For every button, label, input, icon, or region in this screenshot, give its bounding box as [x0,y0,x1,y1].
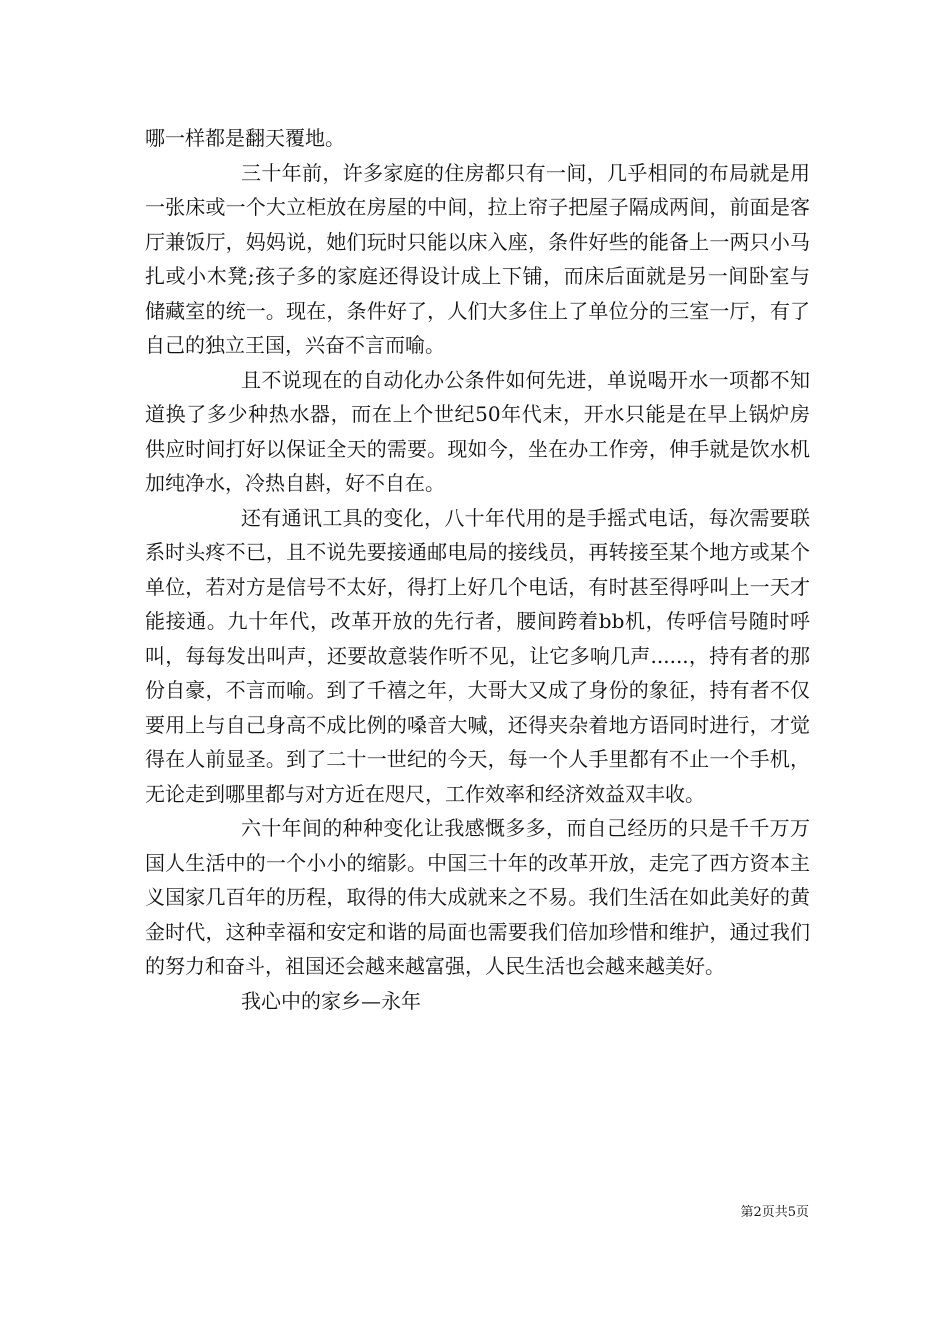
paragraph-office-water: 且不说现在的自动化办公条件如何先进，单说喝开水一项都不知道换了多少种热水器，而在上个世纪50年代末，开水只能是在早上锅炉房供应时间打好以保证全天的需要。现如今，坐在办工作旁，伸手就是饮水机加纯净水，冷热自斟，好不自在。 [145,367,810,495]
paragraph-reflection: 六十年间的种种变化让我感慨多多，而自己经历的只是千千万万国人生活中的一个小小的缩影。中国三十年的改革开放，走完了西方资本主义国家几百年的历程，取得的伟大成就来之不易。我们生活在如此美好的黄金时代，这种幸福和安定和谐的局面也需要我们倍加珍惜和维护，通过我们的努力和奋斗，祖国还会越来越富强，人民生活也会越来越美好。 [145,816,810,978]
paragraph-housing: 三十年前，许多家庭的住房都只有一间，几乎相同的布局就是用一张床或一个大立柜放在房屋的中间，拉上帘子把屋子隔成两间，前面是客厅兼饭厅，妈妈说，她们玩时只能以床入座，条件好些的能备上一两只小马扎或小木凳;孩子多的家庭还得设计成上下铺，而床后面就是另一间卧室与储藏室的统一。现在，条件好了，人们大多住上了单位分的三室一厅，有了自己的独立王国，兴奋不言而喻。 [145,160,810,357]
paragraph-communication: 还有通讯工具的变化，八十年代用的是手摇式电话，每次需要联系时头疼不已，且不说先要接通邮电局的接线员，再转接至某个地方或某个单位，若对方是信号不太好，得打上好几个电话，有时甚至得呼叫上一天才能接通。九十年代，改革开放的先行者，腰间跨着bb机，传呼信号随时呼叫，每每发出叫声，还要故意装作听不见，让它多响几声......，持有者的那份自豪，不言而喻。到了千禧之年，大哥大又成了身份的象征，持有者不仅要用上与自己身高不成比例的嗓音大喊，还得夹杂着地方语同时进行，才觉得在人前显圣。到了二十一世纪的今天，每一个人手里都有不止一个手机，无论走到哪里都与对方近在咫尺，工作效率和经济效益双丰收。 [145,505,810,806]
page-number: 第2页共5页 [740,1205,809,1220]
paragraph-continuation: 哪一样都是翻天覆地。 [145,126,345,150]
body-text [145,121,810,1018]
next-section-heading: 我心中的家乡—永年 [241,988,421,1013]
